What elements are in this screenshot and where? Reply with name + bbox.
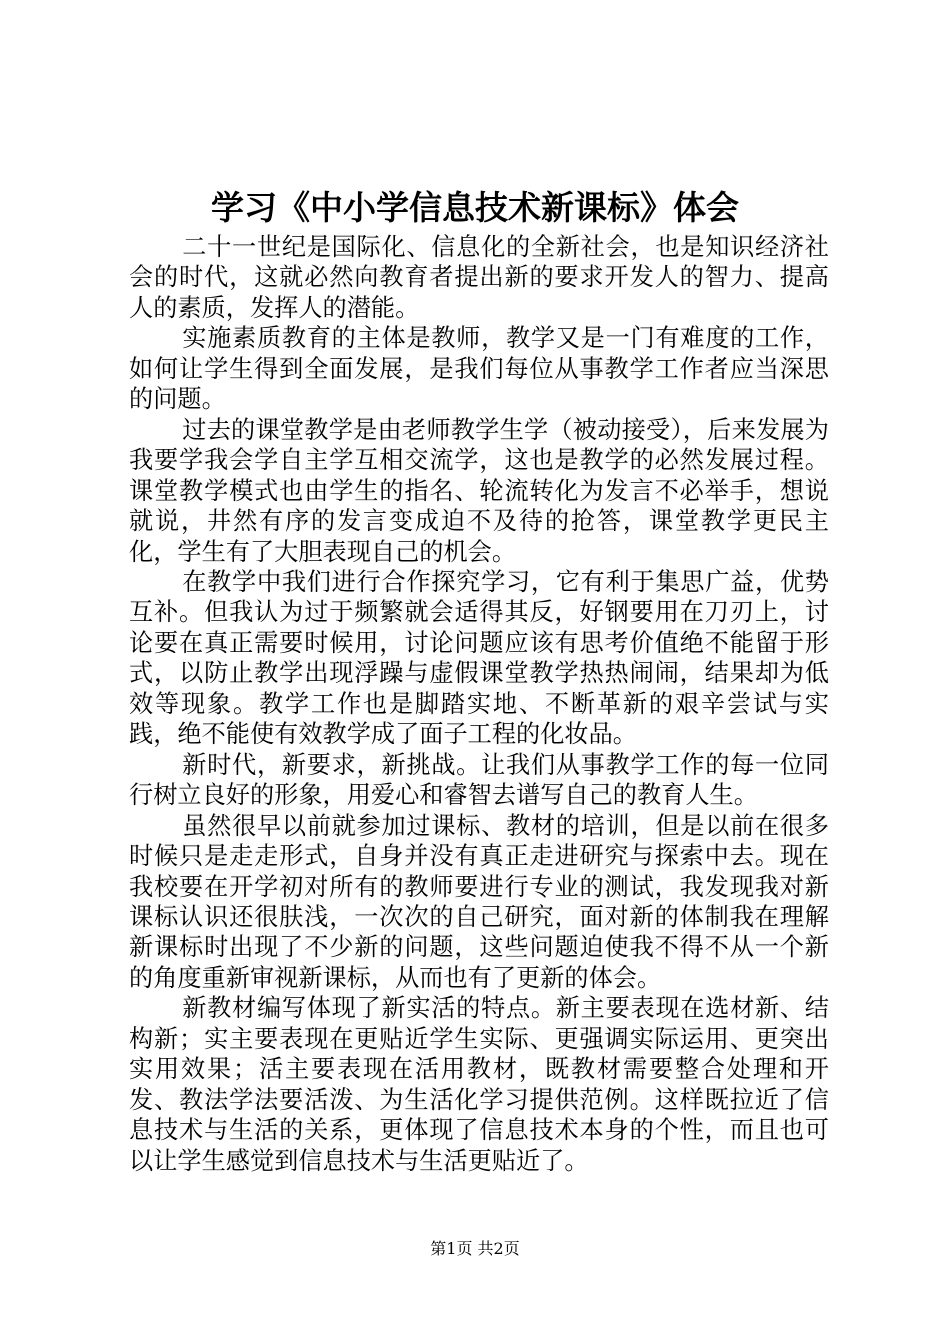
page-indicator: 第1页 共2页 [430, 1239, 520, 1258]
paragraph-5: 新时代，新要求，新挑战。让我们从事教学工作的每一位同行树立良好的形象，用爱心和睿智去谱写自己的教育人生。 [129, 750, 829, 810]
paragraph-1: 二十一世纪是国际化、信息化的全新社会，也是知识经济社会的时代，这就必然向教育者提出新的要求开发人的智力、提高人的素质，发挥人的潜能。 [129, 233, 829, 322]
document-title: 学习《中小学信息技术新课标》体会 [211, 188, 739, 227]
paragraph-2: 实施素质教育的主体是教师，教学又是一门有难度的工作，如何让学生得到全面发展，是我们每位从事教学工作者应当深思的问题。 [129, 324, 829, 414]
paragraph-4: 在教学中我们进行合作探究学习，它有利于集思广益，优势互补。但我认为过于频繁就会适得其反，好钢要用在刀刃上，讨论要在真正需要时候用，讨论问题应该有思考价值绝不能留于形式，以防止教学出现浮躁与虚假课堂教学热热闹闹，结果却为低效等现象。教学工作也是脚踏实地、不断革新的艰辛尝试与实践，绝不能使有效教学成了面子工程的化妆品。 [129, 567, 829, 749]
paragraph-6: 虽然很早以前就参加过课标、教材的培训，但是以前在很多时候只是走走形式，自身并没有真正走进研究与探索中去。现在我校要在开学初对所有的教师要进行专业的测试，我发现我对新课标认识还很肤浅，一次次的自己研究，面对新的体制我在理解新课标时出现了不少新的问题，这些问题迫使我不得不从一个新的角度重新审视新课标，从而也有了更新的体会。 [129, 811, 829, 992]
page-footer [0, 1238, 950, 1260]
document-body [129, 232, 829, 1176]
paragraph-7: 新教材编写体现了新实活的特点。新主要表现在选材新、结构新；实主要表现在更贴近学生实际、更强调实际运用、更突出实用效果；活主要表现在活用教材，既教材需要整合处理和开发、教法学法要活泼、为生活化学习提供范例。这样既拉近了信息技术与生活的关系，更体现了信息技术本身的个性，而且也可以让学生感觉到信息技术与生活更贴近了。 [129, 994, 829, 1175]
paragraph-3: 过去的课堂教学是由老师教学生学（被动接受），后来发展为我要学我会学自主学互相交流学，这也是教学的必然发展过程。课堂教学模式也由学生的指名、轮流转化为发言不必举手，想说就说，井然有序的发言变成迫不及待的抢答，课堂教学更民主化，学生有了大胆表现自己的机会。 [129, 415, 829, 566]
